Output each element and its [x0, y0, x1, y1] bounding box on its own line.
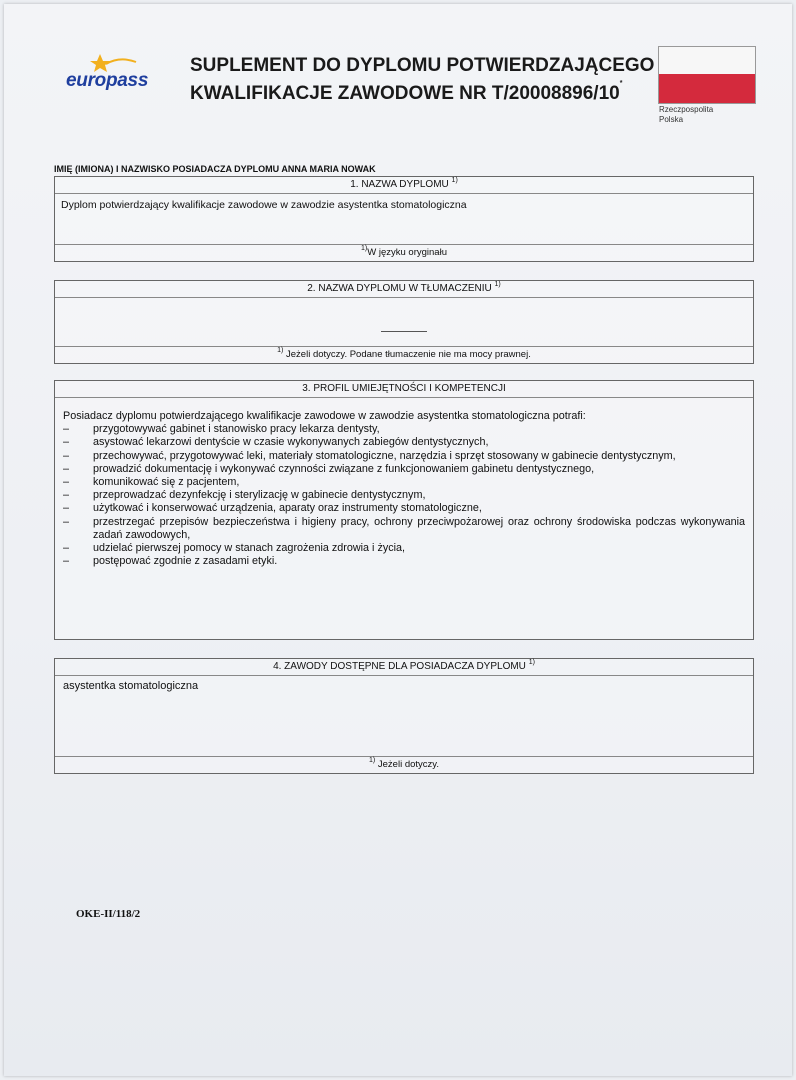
section-diploma-name [54, 176, 754, 262]
section-4-heading-text: 4. ZAWODY DOSTĘPNE DLA POSIADACZA DYPLOMU [273, 661, 526, 672]
section-2-heading [55, 281, 753, 298]
holder-name: ANNA MARIA NOWAK [281, 164, 376, 174]
section-4-heading [55, 659, 753, 676]
occupation-text: asystentka stomatologiczna [63, 680, 199, 692]
document-title [190, 52, 655, 108]
holder-name-line [54, 164, 376, 174]
europass-logo [66, 52, 176, 102]
flag-caption [659, 105, 739, 125]
skill-item: – asystować lekarzowi dentyście w czasie wykonywanych zabiegów dentystycznych, [63, 436, 745, 449]
section-1-footnote-mark: 1) [361, 245, 368, 252]
flag-caption-line-1: Rzeczpospolita [659, 105, 714, 114]
section-2-footnote-mark: 1) [277, 347, 284, 354]
section-2-heading-text: 2. NAZWA DYPLOMU W TŁUMACZENIU [307, 283, 492, 294]
empty-translation-dash [381, 331, 427, 332]
skill-item: – przygotowywać gabinet i stanowisko pracy lekarza dentysty, [63, 423, 745, 436]
polish-flag [658, 46, 756, 104]
skill-item: – przestrzegać przepisów bezpieczeństwa i higieny pracy, ochrony przeciwpożarowej oraz ochrony środowiska podczas wykonywania zadań zawodowych, [63, 516, 745, 542]
section-1-heading [55, 177, 753, 194]
section-3-heading: 3. PROFIL UMIEJĘTNOŚCI I KOMPETENCJI [55, 381, 753, 398]
skill-item: – użytkować i konserwować urządzenia, aparaty oraz instrumenty stomatologiczne, [63, 502, 745, 515]
section-skills-profile [54, 380, 754, 640]
title-line-2-text: KWALIFIKACJE ZAWODOWE NR T/20008896/10 [190, 83, 620, 104]
europass-wordmark: europass [66, 70, 149, 91]
title-line-1: SUPLEMENT DO DYPLOMU POTWIERDZAJĄCEGO [190, 55, 655, 76]
section-4-footnote-mark: 1) [369, 757, 376, 764]
section-4-heading-mark: 1) [528, 659, 535, 666]
section-2-footnote [55, 346, 753, 363]
section-available-occupations [54, 658, 754, 774]
skill-item: – przechowywać, przygotowywać leki, materiały stomatologiczne, narzędzia i sprzęt stosowany w gabinecie dentystycznym, [63, 450, 745, 463]
document-page [4, 4, 792, 1076]
holder-label: IMIĘ (IMIONA) I NAZWISKO POSIADACZA DYPLOMU [54, 164, 280, 174]
skills-intro: Posiadacz dyplomu potwierdzającego kwalifikacje zawodowe w zawodzie asystentka stomatologiczna potrafi: [63, 410, 586, 422]
section-diploma-translation [54, 280, 754, 364]
flag-white-band [659, 47, 755, 74]
diploma-name-text: Dyplom potwierdzający kwalifikacje zawodowe w zawodzie asystentka stomatologiczna [61, 199, 467, 211]
skill-item: – komunikować się z pacjentem, [63, 476, 745, 489]
section-2-footnote-text: Jeżeli dotyczy. Podane tłumaczenie nie ma mocy prawnej. [286, 349, 531, 360]
skill-item: – postępować zgodnie z zasadami etyki. [63, 555, 745, 568]
section-4-footnote-text: Jeżeli dotyczy. [377, 759, 439, 770]
flag-red-band [659, 74, 755, 103]
skill-item: – przeprowadzać dezynfekcję i sterylizację w gabinecie dentystycznym, [63, 489, 745, 502]
section-2-heading-mark: 1) [494, 281, 501, 288]
skill-item: – prowadzić dokumentację i wykonywać czynności związane z funkcjonowaniem gabinetu dentystycznego, [63, 463, 745, 476]
form-code: OKE-II/118/2 [76, 908, 141, 920]
title-line-2 [190, 80, 640, 108]
skill-item: – udzielać pierwszej pomocy w stanach zagrożenia zdrowia i życia, [63, 542, 745, 555]
section-1-heading-text: 1. NAZWA DYPLOMU [350, 179, 449, 190]
skills-list [63, 423, 745, 568]
skills-body [55, 398, 753, 568]
section-1-heading-mark: 1) [451, 177, 458, 184]
section-1-footnote [55, 244, 753, 261]
title-asterisk: * [619, 80, 623, 87]
section-1-footnote-text: W języku oryginału [367, 247, 447, 258]
section-4-footnote [55, 756, 753, 773]
flag-caption-line-2: Polska [659, 115, 684, 124]
